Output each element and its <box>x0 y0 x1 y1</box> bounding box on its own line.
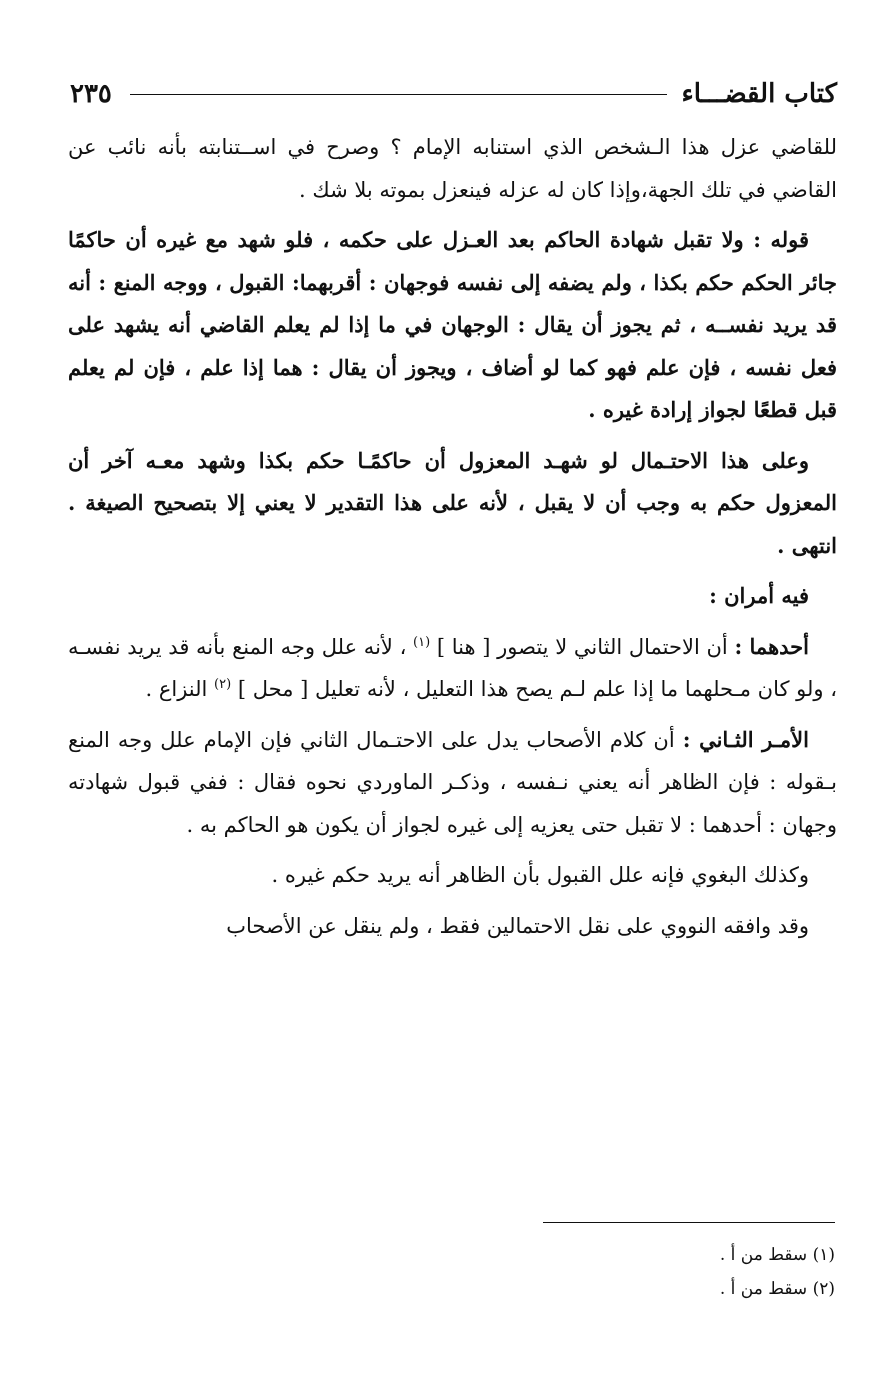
paragraph-baghawi: وكذلك البغوي فإنه علل القبول بأن الظاهر أنه يريد حكم غيره . <box>271 863 809 887</box>
second-matter-text: أن كلام الأصحاب يدل على الاحتـمال الثاني فإن الإمام علل وجه المنع بـقوله : فإن الظاهر أنه يعني نـفسه ، وذكـر الماوردي نحوه فقال : ففي قبول شهادته وجهان : أحدهما : لا تقبل حتى يعزيه إلى غيره لجواز أن يكون هو الحاكم به . <box>68 727 837 837</box>
first-matter-text-a: أن الاحتمال الثاني لا يتصور [ هنا ] <box>430 634 735 659</box>
paragraph-second-matter <box>68 719 837 847</box>
page-number: ٢٣٥ <box>70 79 112 109</box>
body-text <box>68 126 837 955</box>
running-title: كتاب القضـــاء <box>681 79 837 109</box>
footnote-1: (١) سقط من أ . <box>719 1245 835 1265</box>
second-matter-lead: الأمـر الثـاني : <box>682 726 809 752</box>
footnote-ref-1: (١) <box>413 634 431 650</box>
paragraph-continuation: للقاضي عزل هذا الـشخص الذي استنابه الإمام ؟ وصرح في اســتنابته بأنه نائب عن القاضي في تلك الجهة،وإذا كان له عزله فينعزل بموته بلا شك . <box>68 135 837 202</box>
first-matter-lead: أحدهما : <box>734 633 809 659</box>
paragraph-quoted-continuation: وعلى هذا الاحتـمال لو شهـد المعزول أن حاكمًـا حكم بكذا وشهد معـه آخر أن المعزول حكم به وجب أن لا يقبل ، لأنه على هذا التقدير لا يعني إلا بتصحيح الصيغة . انتهى . <box>68 447 837 558</box>
paragraph-first-matter <box>68 626 837 711</box>
header-rule <box>130 94 668 95</box>
paragraph-nawawi: وقد وافقه النووي على نقل الاحتمالين فقط ، ولم ينقل عن الأصحاب <box>226 913 809 938</box>
footnotes <box>200 1238 835 1306</box>
footnote-ref-2: (٢) <box>214 677 232 692</box>
page-header <box>70 72 837 116</box>
paragraph-quoted-statement: قوله : ولا تقبل شهادة الحاكم بعد العـزل على حكمه ، فلو شهد مع غيره أن حاكمًا جائر الحكم حكم بكذا ، ولم يضفه إلى نفسه فوجهان : أقربهما: القبول ، ووجه المنع : أنه قد يريد نفســه ، ثم يجوز أن يقال : الوجهان في ما إذا لم يعلم القاضي أنه يشهد على فعل نفسه ، فإن علم فهو كما لو أضاف ، ويجوز أن يقال : هما إذا علم ، فإن لم يعلم قبل قطعًا لجواز إرادة غيره . <box>68 227 837 422</box>
footnote-2: (٢) سقط من أ . <box>719 1279 835 1299</box>
paragraph-two-matters: فيه أمران : <box>709 583 809 608</box>
first-matter-text-b: ، لأنه علل وجه المنع بأنه قد يريد نفسـه ، ولو كان مـحلهما ما إذا علم لـم يصح هذا التعليل ، لأنه تعليل [ محل ] <box>68 634 837 701</box>
first-matter-text-c: النزاع . <box>145 677 215 701</box>
footnote-rule <box>543 1222 835 1223</box>
